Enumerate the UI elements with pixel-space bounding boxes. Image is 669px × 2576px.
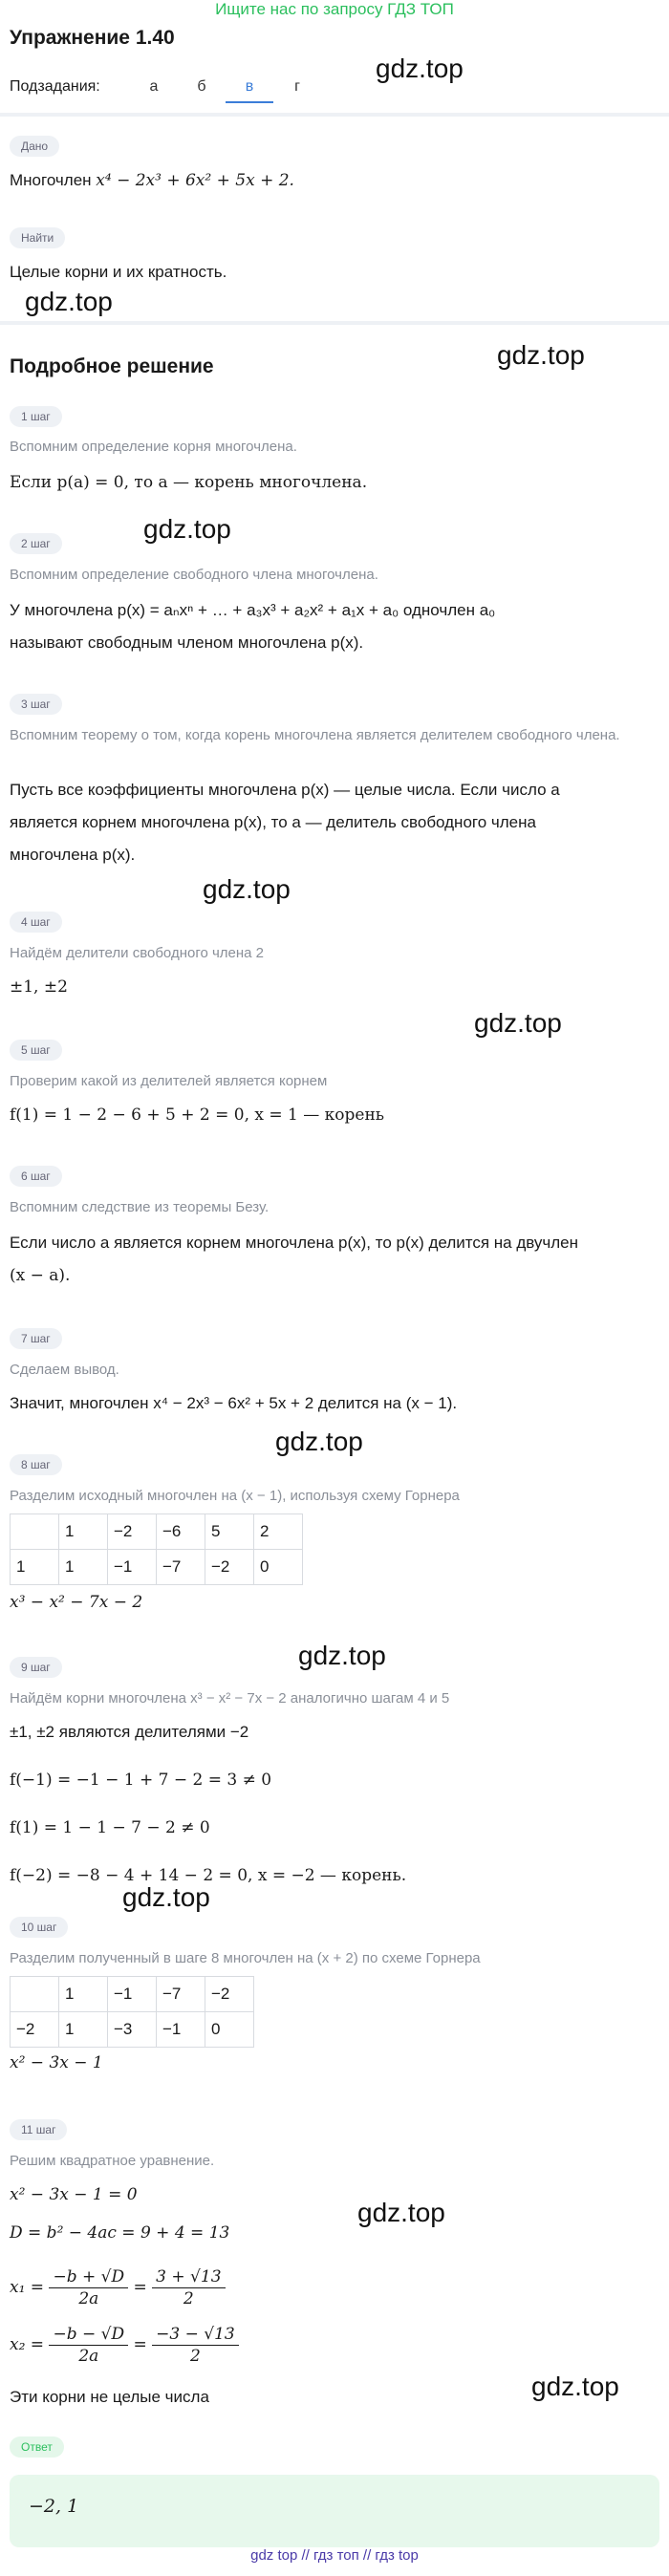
table-row bbox=[11, 1977, 254, 2012]
watermark: gdz.top bbox=[122, 1882, 210, 1912]
step-8-result: x³ − x² − 7x − 2 bbox=[10, 1593, 143, 1612]
table-cell: −2 bbox=[205, 1977, 254, 2012]
table-cell: −6 bbox=[157, 1514, 205, 1550]
table-row bbox=[11, 1514, 303, 1550]
watermark: gdz.top bbox=[357, 2198, 445, 2227]
step-4-body: ±1, ±2 bbox=[10, 977, 68, 997]
step-1-body: Если p(a) = 0, то a — корень многочлена. bbox=[10, 473, 368, 492]
horner-table-1 bbox=[10, 1513, 303, 1585]
step-9-line-4: f(−2) = −8 − 4 + 14 − 2 = 0, x = −2 — корень. bbox=[10, 1866, 407, 1885]
table-cell: −2 bbox=[205, 1550, 254, 1585]
given-label: Дано bbox=[10, 136, 59, 157]
table-cell: −2 bbox=[108, 1514, 157, 1550]
step-11-line-1: x² − 3x − 1 = 0 bbox=[10, 2185, 138, 2204]
answer-value: −2, 1 bbox=[29, 2496, 79, 2517]
step-8-label: 8 шаг bbox=[10, 1454, 62, 1475]
table-cell: −7 bbox=[157, 1550, 205, 1585]
solution-title: Подробное решение bbox=[10, 355, 214, 377]
step-6-body-1: Если число a является корнем многочлена p(x), то p(x) делится на двучлен bbox=[10, 1234, 579, 1252]
step-10-result: x² − 3x − 1 bbox=[10, 2053, 103, 2072]
step-5-label: 5 шаг bbox=[10, 1040, 62, 1061]
footer-links[interactable]: gdz top // гдз топ // гдз top bbox=[250, 2547, 419, 2564]
step-9-hint: Найдём корни многочлена x³ − x² − 7x − 2 аналогично шагам 4 и 5 bbox=[10, 1690, 450, 1707]
step-7-hint: Сделаем вывод. bbox=[10, 1362, 119, 1378]
step-6-hint: Вспомним следствие из теоремы Безу. bbox=[10, 1199, 270, 1215]
step-3-body-3: многочлена p(x). bbox=[10, 846, 136, 864]
step-1-label: 1 шаг bbox=[10, 406, 62, 427]
step-9-line-1: ±1, ±2 являются делителями −2 bbox=[10, 1723, 249, 1741]
tab-g[interactable]: г bbox=[294, 78, 300, 95]
watermark: gdz.top bbox=[275, 1427, 363, 1456]
find-label: Найти bbox=[10, 227, 65, 248]
table-cell: 5 bbox=[205, 1514, 254, 1550]
subtask-tabs bbox=[130, 78, 321, 103]
step-7-body: Значит, многочлен x⁴ − 2x³ − 6x² + 5x + 2 делится на (x − 1). bbox=[10, 1394, 458, 1412]
table-cell: −3 bbox=[108, 2012, 157, 2048]
step-9-line-2: f(−1) = −1 − 1 + 7 − 2 = 3 ≠ 0 bbox=[10, 1771, 272, 1790]
table-cell: 1 bbox=[59, 1514, 108, 1550]
table-cell: 1 bbox=[11, 1550, 59, 1585]
table-cell bbox=[11, 1977, 59, 2012]
step-11-hint: Решим квадратное уравнение. bbox=[10, 2153, 215, 2169]
table-cell: −1 bbox=[108, 1977, 157, 2012]
step-11-label: 11 шаг bbox=[10, 2119, 67, 2140]
watermark: gdz.top bbox=[531, 2372, 619, 2401]
watermark: gdz.top bbox=[474, 1008, 562, 1038]
step-3-hint: Вспомним теорему о том, когда корень многочлена является делителем свободного члена. bbox=[10, 727, 620, 743]
step-5-hint: Проверим какой из делителей является корнем bbox=[10, 1073, 328, 1089]
step-11-note: Эти корни не целые числа bbox=[10, 2388, 209, 2406]
table-cell: 1 bbox=[59, 1550, 108, 1585]
divider bbox=[0, 113, 669, 117]
step-3-body-2: является корнем многочлена p(x), то a — делитель свободного члена bbox=[10, 813, 536, 831]
watermark: gdz.top bbox=[25, 287, 113, 316]
horner-table-2 bbox=[10, 1976, 254, 2048]
given-text: Многочлен x⁴ − 2x³ + 6x² + 5x + 2. bbox=[10, 171, 294, 190]
step-8-hint: Разделим исходный многочлен на (x − 1), используя схему Горнера bbox=[10, 1488, 460, 1504]
table-cell bbox=[11, 1514, 59, 1550]
step-3-body-1: Пусть все коэффициенты многочлена p(x) — целые числа. Если число a bbox=[10, 781, 560, 799]
tab-a[interactable]: а bbox=[149, 78, 159, 95]
step-6-label: 6 шаг bbox=[10, 1166, 62, 1187]
table-cell: −7 bbox=[157, 1977, 205, 2012]
subtasks-label: Подзадания: bbox=[10, 78, 100, 95]
table-cell: −2 bbox=[11, 2012, 59, 2048]
table-cell: 1 bbox=[59, 2012, 108, 2048]
step-4-label: 4 шаг bbox=[10, 912, 62, 933]
watermark: gdz.top bbox=[143, 514, 231, 544]
step-11-root-2: x₂ = $\frac{-b - √D}{2a}$ = $\frac{-3 - √13}{2}$ bbox=[10, 2324, 659, 2367]
table-cell: 0 bbox=[254, 1550, 303, 1585]
step-2-body-2: называют свободным членом многочлена p(x). bbox=[10, 633, 364, 652]
table-cell: −1 bbox=[157, 2012, 205, 2048]
answer-label: Ответ bbox=[10, 2436, 64, 2458]
watermark: gdz.top bbox=[203, 874, 291, 904]
step-11-line-2: D = b² − 4ac = 9 + 4 = 13 bbox=[10, 2223, 230, 2243]
step-2-body-1: У многочлена p(x) = aₙxⁿ + … + a₃x³ + a₂x² + a₁x + a₀ одночлен a₀ bbox=[10, 601, 496, 619]
step-2-label: 2 шаг bbox=[10, 533, 62, 554]
divider bbox=[0, 321, 669, 325]
tab-b[interactable]: б bbox=[197, 78, 206, 95]
step-2-hint: Вспомним определение свободного члена многочлена. bbox=[10, 567, 378, 583]
answer-box bbox=[10, 2475, 659, 2547]
table-row bbox=[11, 1550, 303, 1585]
step-10-label: 10 шаг bbox=[10, 1917, 68, 1938]
watermark: gdz.top bbox=[298, 1641, 386, 1670]
step-5-body: f(1) = 1 − 2 − 6 + 5 + 2 = 0, x = 1 — корень bbox=[10, 1106, 385, 1125]
table-cell: −1 bbox=[108, 1550, 157, 1585]
step-1-hint: Вспомним определение корня многочлена. bbox=[10, 439, 297, 455]
table-cell: 0 bbox=[205, 2012, 254, 2048]
step-4-hint: Найдём делители свободного члена 2 bbox=[10, 945, 265, 961]
table-cell: 2 bbox=[254, 1514, 303, 1550]
table-cell: 1 bbox=[59, 1977, 108, 2012]
watermark: gdz.top bbox=[497, 340, 585, 370]
step-10-hint: Разделим полученный в шаге 8 многочлен на (x + 2) по схеме Горнера bbox=[10, 1950, 481, 1966]
tab-v[interactable]: в bbox=[226, 78, 273, 103]
step-7-label: 7 шаг bbox=[10, 1328, 62, 1349]
find-text: Целые корни и их кратность. bbox=[10, 263, 227, 281]
watermark: gdz.top bbox=[376, 54, 464, 83]
step-3-label: 3 шаг bbox=[10, 694, 62, 715]
table-row bbox=[11, 2012, 254, 2048]
top-banner[interactable]: Ищите нас по запросу ГДЗ ТОП bbox=[215, 0, 454, 18]
page-title: Упражнение 1.40 bbox=[10, 27, 175, 49]
step-6-body-2: (x − a). bbox=[10, 1266, 71, 1285]
step-9-label: 9 шаг bbox=[10, 1657, 62, 1678]
step-9-line-3: f(1) = 1 − 1 − 7 − 2 ≠ 0 bbox=[10, 1818, 210, 1837]
step-11-root-1: x₁ = $\frac{-b + √D}{2a}$ = $\frac{3 + √13}{2}$ bbox=[10, 2266, 659, 2309]
